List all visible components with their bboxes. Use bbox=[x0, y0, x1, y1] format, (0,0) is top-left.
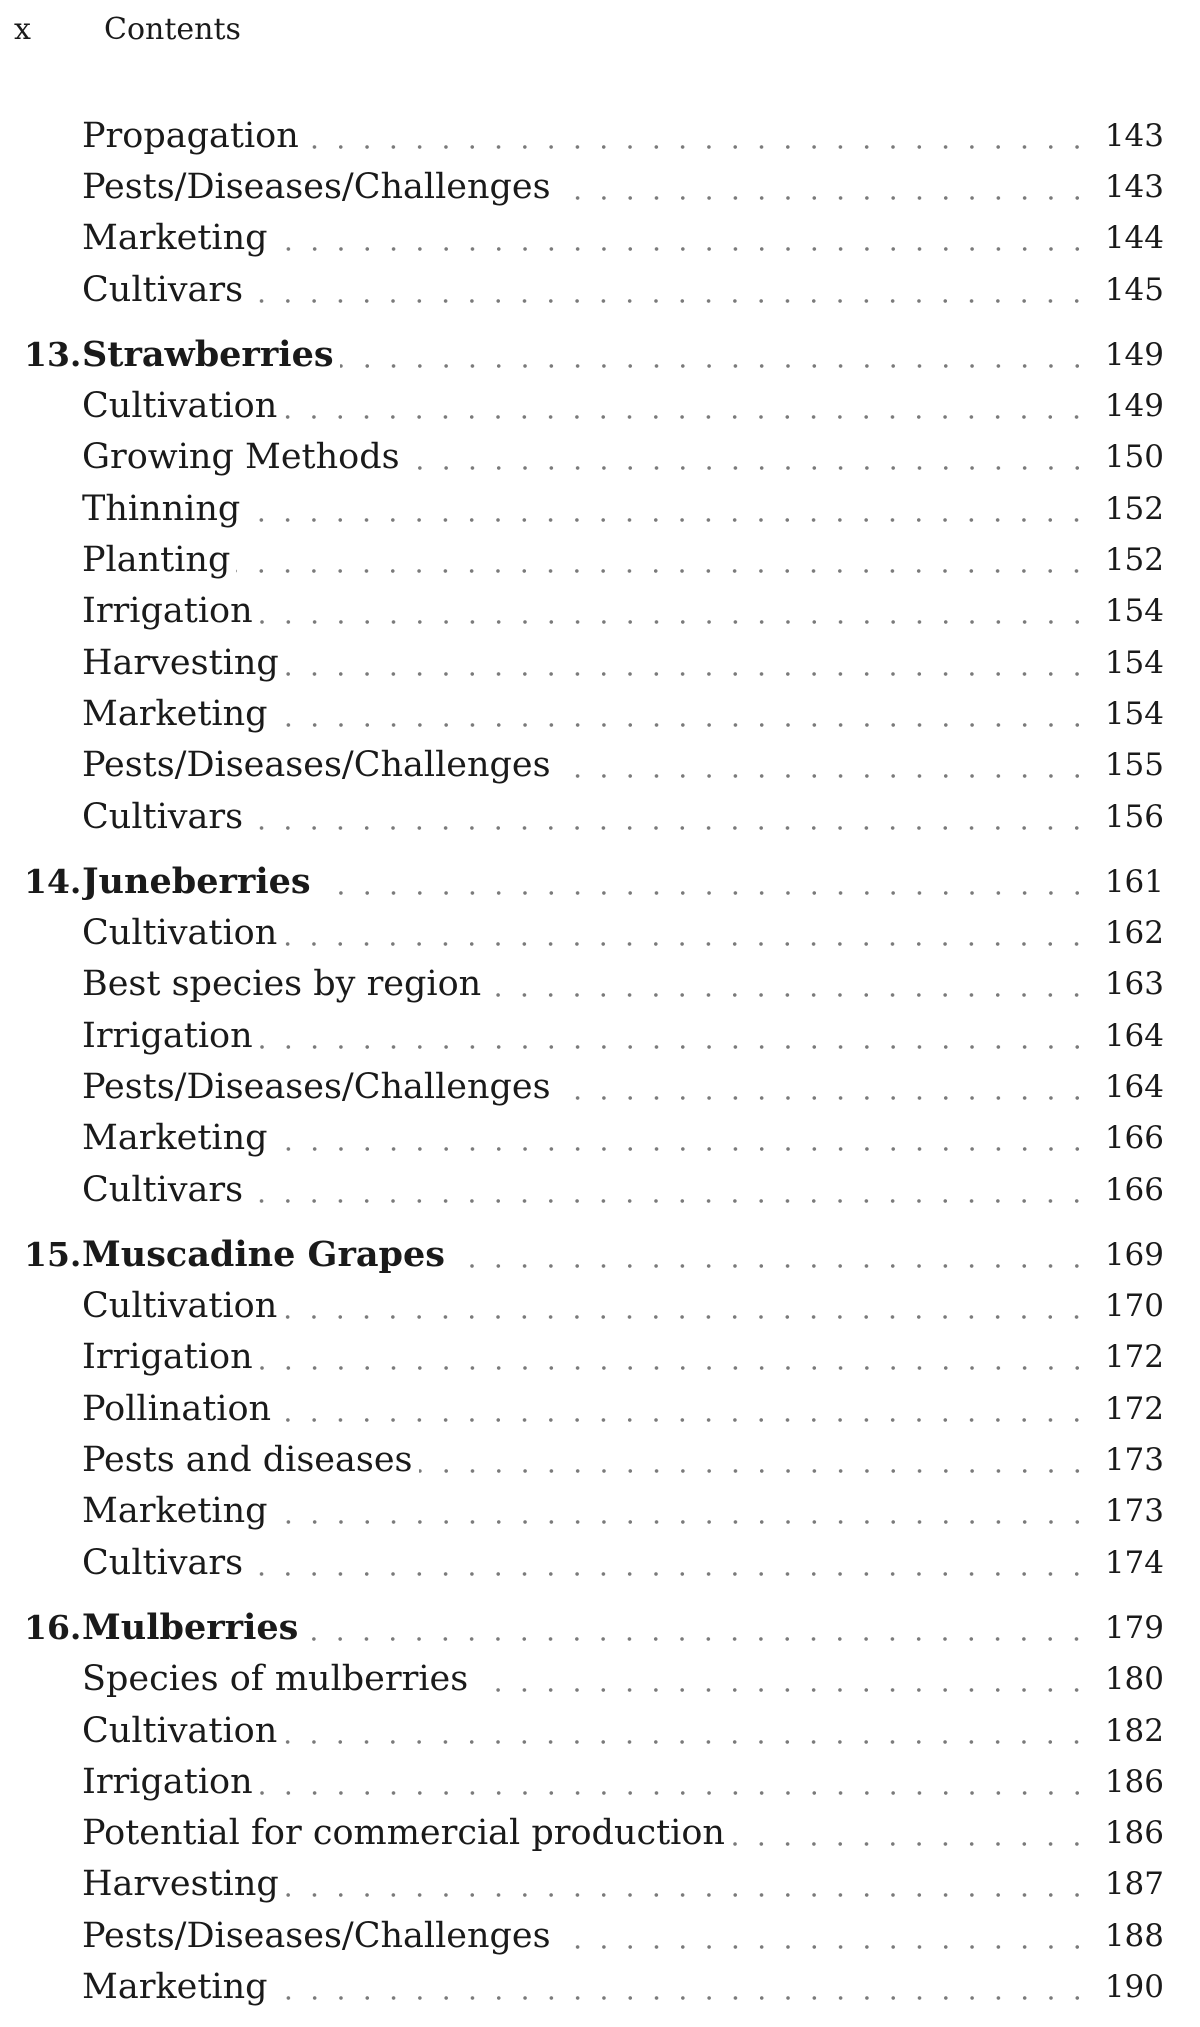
entry-label-wrap bbox=[82, 489, 1164, 529]
dot-leader bbox=[274, 723, 1090, 727]
chapter-entry[interactable] bbox=[0, 856, 1200, 907]
entry-label-wrap bbox=[82, 1659, 1164, 1699]
dot-leader bbox=[259, 1791, 1090, 1795]
dot-leader bbox=[557, 1945, 1090, 1949]
entry-title: Cultivation bbox=[82, 1286, 283, 1326]
entry-title: Pests/Diseases/Challenges bbox=[82, 1916, 557, 1956]
entry-page-number: 156 bbox=[1090, 799, 1164, 835]
toc-section bbox=[0, 110, 1200, 315]
entry-page-number: 180 bbox=[1090, 1661, 1164, 1697]
entry-label-wrap bbox=[82, 861, 1164, 902]
entry-title: Cultivars bbox=[82, 797, 249, 837]
toc-entry[interactable] bbox=[0, 213, 1200, 264]
toc-entry[interactable] bbox=[0, 791, 1200, 842]
entry-title: Irrigation bbox=[82, 1762, 259, 1802]
dot-leader bbox=[277, 1418, 1090, 1422]
entry-title: Pests/Diseases/Challenges bbox=[82, 1067, 557, 1107]
entry-page-number: 172 bbox=[1090, 1339, 1164, 1375]
dot-leader bbox=[451, 1264, 1090, 1268]
entry-label-wrap bbox=[82, 386, 1164, 426]
entry-page-number: 172 bbox=[1090, 1391, 1164, 1427]
entry-page-number: 152 bbox=[1090, 542, 1164, 578]
chapter-entry[interactable] bbox=[0, 329, 1200, 380]
toc-entry[interactable] bbox=[0, 688, 1200, 739]
entry-label-wrap bbox=[82, 167, 1164, 207]
entry-title: Marketing bbox=[82, 694, 274, 734]
toc-entry[interactable] bbox=[0, 1113, 1200, 1164]
toc-entry[interactable] bbox=[0, 483, 1200, 534]
entry-page-number: 182 bbox=[1090, 1713, 1164, 1749]
dot-leader bbox=[557, 1096, 1090, 1100]
entry-page-number: 188 bbox=[1090, 1918, 1164, 1954]
dot-leader bbox=[246, 518, 1090, 522]
dot-leader bbox=[283, 1740, 1090, 1744]
entry-page-number: 155 bbox=[1090, 747, 1164, 783]
dot-leader bbox=[419, 1469, 1090, 1473]
entry-label-wrap bbox=[82, 1711, 1164, 1751]
toc-entry[interactable] bbox=[0, 586, 1200, 637]
entry-title: Harvesting bbox=[82, 1864, 285, 1904]
entry-title: Propagation bbox=[82, 116, 305, 156]
entry-label-wrap bbox=[82, 1762, 1164, 1802]
dot-leader bbox=[249, 1572, 1090, 1576]
entry-page-number: 144 bbox=[1090, 220, 1164, 256]
entry-title: Cultivation bbox=[82, 386, 283, 426]
entry-label-wrap bbox=[82, 1491, 1164, 1531]
chapter-page-number: 169 bbox=[1090, 1237, 1164, 1273]
entry-page-number: 154 bbox=[1090, 696, 1164, 732]
entry-label-wrap bbox=[82, 116, 1164, 156]
toc-entry[interactable] bbox=[0, 380, 1200, 431]
entry-page-number: 143 bbox=[1090, 118, 1164, 154]
dot-leader bbox=[305, 145, 1090, 149]
dot-leader bbox=[304, 1637, 1090, 1641]
toc-entry[interactable] bbox=[0, 1332, 1200, 1383]
dot-leader bbox=[731, 1842, 1090, 1846]
dot-leader bbox=[285, 1893, 1090, 1897]
running-head bbox=[14, 10, 241, 50]
entry-label-wrap bbox=[82, 1170, 1164, 1210]
chapter-title: Strawberries bbox=[82, 334, 340, 375]
entry-label-wrap bbox=[82, 1234, 1164, 1275]
entry-label-wrap bbox=[82, 1916, 1164, 1956]
entry-label-wrap bbox=[82, 1067, 1164, 1107]
dot-leader bbox=[249, 1199, 1090, 1203]
toc-entry[interactable] bbox=[0, 1164, 1200, 1215]
entry-page-number: 152 bbox=[1090, 491, 1164, 527]
entry-label-wrap bbox=[82, 218, 1164, 258]
entry-label-wrap bbox=[82, 964, 1164, 1004]
chapter-page-number: 179 bbox=[1090, 1610, 1164, 1646]
dot-leader bbox=[249, 826, 1090, 830]
entry-page-number: 186 bbox=[1090, 1764, 1164, 1800]
chapter-title: Mulberries bbox=[82, 1607, 304, 1648]
dot-leader bbox=[259, 1366, 1090, 1370]
toc-entry[interactable] bbox=[0, 264, 1200, 315]
toc-section bbox=[0, 1602, 1200, 2012]
table-of-contents bbox=[0, 110, 1200, 2027]
chapter-title: Juneberries bbox=[82, 861, 317, 902]
entry-title: Cultivars bbox=[82, 1170, 249, 1210]
dot-leader bbox=[285, 672, 1090, 676]
toc-entry[interactable] bbox=[0, 1961, 1200, 2012]
entry-title: Cultivars bbox=[82, 1543, 249, 1583]
toc-entry[interactable] bbox=[0, 959, 1200, 1010]
toc-entry[interactable] bbox=[0, 1061, 1200, 1112]
dot-leader bbox=[274, 1996, 1090, 2000]
entry-page-number: 170 bbox=[1090, 1288, 1164, 1324]
chapter-entry[interactable] bbox=[0, 1229, 1200, 1280]
chapter-page-number: 161 bbox=[1090, 864, 1164, 900]
toc-entry[interactable] bbox=[0, 1808, 1200, 1859]
dot-leader bbox=[283, 1315, 1090, 1319]
chapter-entry[interactable] bbox=[0, 1602, 1200, 1653]
entry-page-number: 174 bbox=[1090, 1545, 1164, 1581]
entry-label-wrap bbox=[82, 270, 1164, 310]
entry-title: Cultivation bbox=[82, 913, 283, 953]
entry-page-number: 173 bbox=[1090, 1442, 1164, 1478]
toc-entry[interactable] bbox=[0, 1486, 1200, 1537]
entry-title: Pests/Diseases/Challenges bbox=[82, 167, 557, 207]
toc-entry[interactable] bbox=[0, 1281, 1200, 1332]
dot-leader bbox=[487, 993, 1090, 997]
toc-entry[interactable] bbox=[0, 1434, 1200, 1485]
entry-label-wrap bbox=[82, 1864, 1164, 1904]
entry-label-wrap bbox=[82, 1337, 1164, 1377]
dot-leader bbox=[557, 774, 1090, 778]
dot-leader bbox=[283, 415, 1090, 419]
entry-label-wrap bbox=[82, 1967, 1164, 2007]
entry-title: Growing Methods bbox=[82, 437, 406, 477]
entry-page-number: 154 bbox=[1090, 645, 1164, 681]
entry-title: Pests and diseases bbox=[82, 1440, 419, 1480]
dot-leader bbox=[259, 1045, 1090, 1049]
entry-title: Marketing bbox=[82, 218, 274, 258]
toc-entry[interactable] bbox=[0, 534, 1200, 585]
entry-label-wrap bbox=[82, 540, 1164, 580]
entry-page-number: 150 bbox=[1090, 439, 1164, 475]
toc-section bbox=[0, 856, 1200, 1215]
entry-label-wrap bbox=[82, 643, 1164, 683]
dot-leader bbox=[317, 891, 1090, 895]
dot-leader bbox=[274, 1520, 1090, 1524]
entry-title: Best species by region bbox=[82, 964, 487, 1004]
entry-label-wrap bbox=[82, 694, 1164, 734]
entry-page-number: 143 bbox=[1090, 169, 1164, 205]
toc-entry[interactable] bbox=[0, 1537, 1200, 1588]
chapter-number: 13. bbox=[24, 335, 82, 375]
dot-leader bbox=[259, 620, 1090, 624]
entry-label-wrap bbox=[82, 1543, 1164, 1583]
entry-label-wrap bbox=[82, 1440, 1164, 1480]
toc-entry[interactable] bbox=[0, 1654, 1200, 1705]
toc-entry[interactable] bbox=[0, 1705, 1200, 1756]
toc-entry[interactable] bbox=[0, 740, 1200, 791]
entry-page-number: 163 bbox=[1090, 966, 1164, 1002]
dot-leader bbox=[283, 942, 1090, 946]
entry-title: Marketing bbox=[82, 1491, 274, 1531]
chapter-title: Muscadine Grapes bbox=[82, 1234, 451, 1275]
toc-entry[interactable] bbox=[0, 1859, 1200, 1910]
entry-title: Pollination bbox=[82, 1389, 277, 1429]
entry-label-wrap bbox=[82, 437, 1164, 477]
chapter-number: 14. bbox=[24, 862, 82, 902]
entry-label-wrap bbox=[82, 745, 1164, 785]
page-folio: x bbox=[14, 12, 31, 47]
toc-section bbox=[0, 329, 1200, 842]
entry-title: Irrigation bbox=[82, 591, 259, 631]
toc-entry[interactable] bbox=[0, 1910, 1200, 1961]
entry-title: Thinning bbox=[82, 489, 246, 529]
entry-label-wrap bbox=[82, 1389, 1164, 1429]
toc-entry[interactable] bbox=[0, 432, 1200, 483]
entry-title: Planting bbox=[82, 540, 236, 580]
toc-entry[interactable] bbox=[0, 637, 1200, 688]
toc-entry[interactable] bbox=[0, 161, 1200, 212]
chapter-number: 15. bbox=[24, 1235, 82, 1275]
entry-page-number: 187 bbox=[1090, 1866, 1164, 1902]
dot-leader bbox=[236, 569, 1090, 573]
entry-page-number: 164 bbox=[1090, 1018, 1164, 1054]
entry-title: Pests/Diseases/Challenges bbox=[82, 745, 557, 785]
entry-page-number: 166 bbox=[1090, 1172, 1164, 1208]
dot-leader bbox=[274, 1147, 1090, 1151]
entry-title: Harvesting bbox=[82, 643, 285, 683]
dot-leader bbox=[249, 299, 1090, 303]
entry-label-wrap bbox=[82, 1016, 1164, 1056]
dot-leader bbox=[474, 1688, 1090, 1692]
entry-page-number: 186 bbox=[1090, 1815, 1164, 1851]
chapter-number: 16. bbox=[24, 1608, 82, 1648]
entry-label-wrap bbox=[82, 591, 1164, 631]
dot-leader bbox=[274, 247, 1090, 251]
entry-label-wrap bbox=[82, 334, 1164, 375]
entry-title: Marketing bbox=[82, 1118, 274, 1158]
entry-label-wrap bbox=[82, 1813, 1164, 1853]
entry-page-number: 173 bbox=[1090, 1493, 1164, 1529]
entry-label-wrap bbox=[82, 797, 1164, 837]
entry-title: Irrigation bbox=[82, 1016, 259, 1056]
entry-page-number: 149 bbox=[1090, 388, 1164, 424]
running-title: Contents bbox=[104, 12, 241, 47]
toc-section bbox=[0, 1229, 1200, 1588]
entry-label-wrap bbox=[82, 1607, 1164, 1648]
chapter-page-number: 149 bbox=[1090, 337, 1164, 373]
entry-title: Cultivars bbox=[82, 270, 249, 310]
toc-entry[interactable] bbox=[0, 907, 1200, 958]
entry-page-number: 164 bbox=[1090, 1069, 1164, 1105]
toc-entry[interactable] bbox=[0, 1010, 1200, 1061]
entry-label-wrap bbox=[82, 913, 1164, 953]
entry-label-wrap bbox=[82, 1286, 1164, 1326]
entry-page-number: 166 bbox=[1090, 1120, 1164, 1156]
entry-title: Irrigation bbox=[82, 1337, 259, 1377]
entry-title: Cultivation bbox=[82, 1711, 283, 1751]
entry-page-number: 162 bbox=[1090, 915, 1164, 951]
entry-title: Potential for commercial production bbox=[82, 1813, 731, 1853]
entry-title: Marketing bbox=[82, 1967, 274, 2007]
entry-page-number: 145 bbox=[1090, 272, 1164, 308]
toc-entry[interactable] bbox=[0, 1383, 1200, 1434]
dot-leader bbox=[406, 466, 1090, 470]
entry-label-wrap bbox=[82, 1118, 1164, 1158]
toc-entry[interactable] bbox=[0, 110, 1200, 161]
entry-page-number: 154 bbox=[1090, 593, 1164, 629]
dot-leader bbox=[557, 196, 1090, 200]
dot-leader bbox=[340, 364, 1090, 368]
entry-page-number: 190 bbox=[1090, 1969, 1164, 2005]
entry-title: Species of mulberries bbox=[82, 1659, 474, 1699]
toc-entry[interactable] bbox=[0, 1756, 1200, 1807]
